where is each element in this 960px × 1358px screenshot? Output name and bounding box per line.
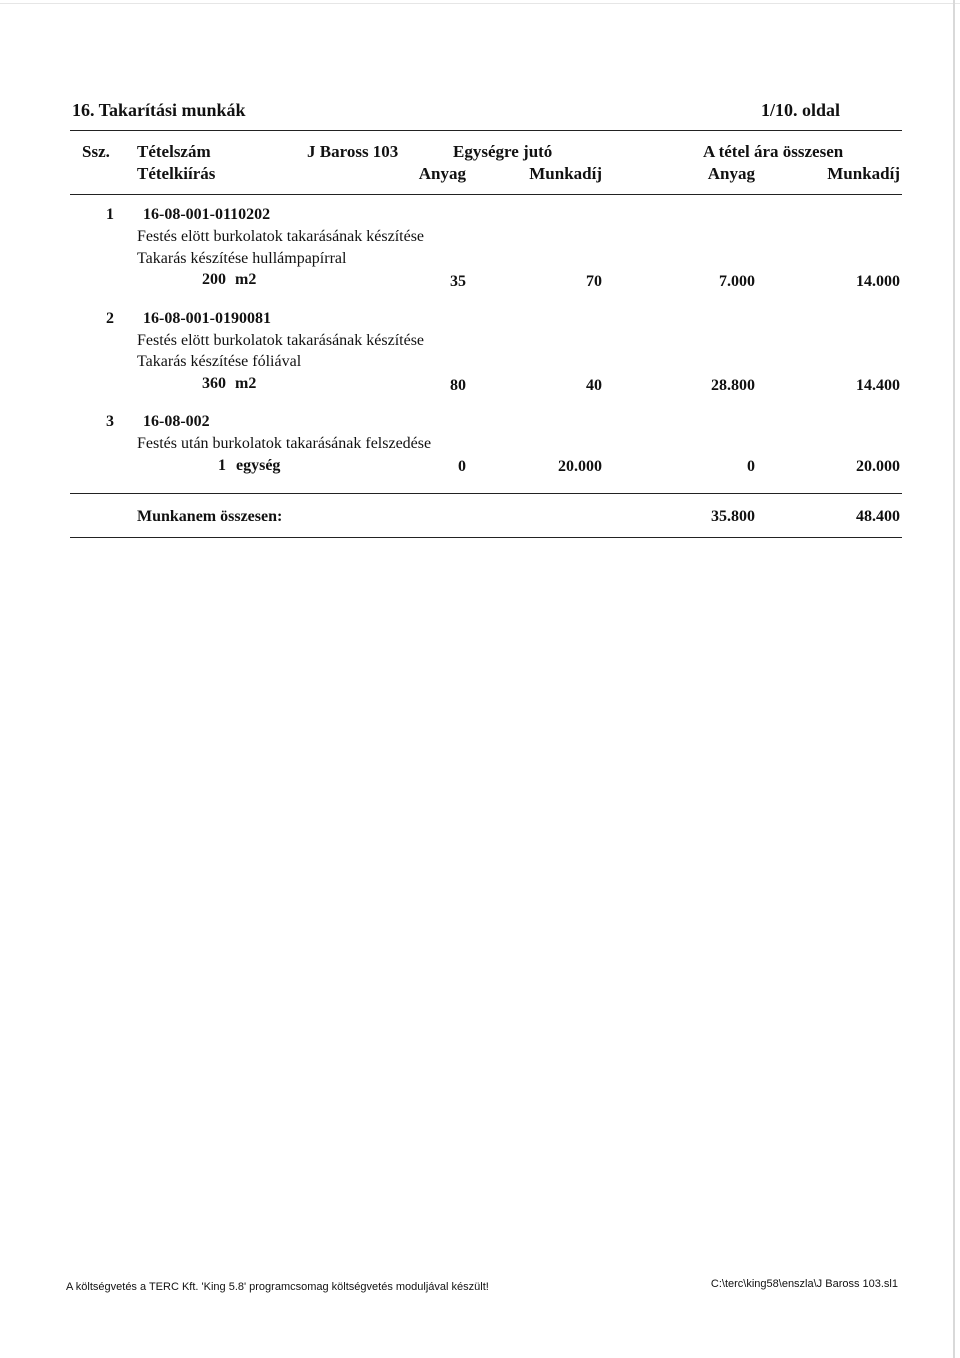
summary-bottom-rule — [70, 537, 902, 538]
row-code: 16-08-001-0110202 — [143, 206, 271, 223]
row-unit: egység — [236, 457, 281, 474]
row-description-detail: Takarás készítése fóliával — [137, 353, 302, 370]
row-description-detail: Takarás készítése hullámpapírral — [137, 250, 347, 267]
col-total-munkadij: Munkadíj — [827, 164, 900, 183]
row-ssz: 2 — [106, 310, 114, 327]
col-project: J Baross 103 — [307, 142, 399, 161]
header-rule — [70, 130, 902, 131]
section-title: 16. Takarítási munkák — [72, 100, 246, 120]
footer-note: A költségvetés a TERC Kft. 'King 5.8' programcsomag költségvetés moduljával készült! — [66, 1281, 489, 1293]
row-total-anyag: 28.800 — [711, 377, 755, 394]
row-unit-anyag: 0 — [458, 458, 466, 475]
column-header-rule — [70, 194, 902, 195]
col-tetelkiiras: Tételkiírás — [137, 164, 216, 183]
row-total-munkadij: 20.000 — [856, 458, 900, 475]
col-total-anyag: Anyag — [707, 164, 755, 183]
row-unit: m2 — [235, 375, 257, 392]
row-ssz: 3 — [106, 413, 114, 430]
row-quantity: 1 — [218, 457, 226, 474]
col-ssz: Ssz. — [82, 142, 110, 161]
col-unit-group: Egységre jutó — [453, 142, 553, 161]
row-unit: m2 — [235, 271, 257, 288]
row-total-anyag: 7.000 — [719, 273, 755, 290]
summary-label: Munkanem összesen: — [137, 508, 283, 525]
row-code: 16-08-002 — [143, 413, 210, 430]
row-quantity: 200 — [202, 271, 226, 288]
row-code: 16-08-001-0190081 — [143, 310, 271, 327]
row-description: Festés után burkolatok takarásának felszedése — [137, 435, 432, 452]
col-unit-munkadij: Munkadíj — [529, 164, 602, 183]
row-quantity: 360 — [202, 375, 226, 392]
footer-file-path: C:\terc\king58\enszla\J Baross 103.sl1 — [710, 1278, 898, 1290]
summary-anyag: 35.800 — [711, 508, 755, 525]
row-unit-munkadij: 20.000 — [558, 458, 602, 475]
col-tetelszam: Tételszám — [137, 142, 211, 161]
row-description: Festés elött burkolatok takarásának készítése — [137, 332, 425, 349]
row-total-munkadij: 14.400 — [856, 377, 900, 394]
row-unit-munkadij: 70 — [586, 273, 602, 290]
col-unit-anyag: Anyag — [418, 164, 466, 183]
row-total-munkadij: 14.000 — [856, 273, 900, 290]
row-ssz: 1 — [106, 206, 114, 223]
summary-munkadij: 48.400 — [856, 508, 900, 525]
col-total-group: A tétel ára összesen — [703, 142, 844, 161]
page-number: 1/10. oldal — [760, 100, 840, 120]
row-total-anyag: 0 — [747, 458, 755, 475]
row-unit-anyag: 35 — [450, 273, 466, 290]
row-unit-munkadij: 40 — [586, 377, 602, 394]
row-unit-anyag: 80 — [450, 377, 466, 394]
scan-edge-right — [953, 0, 955, 1358]
row-description: Festés elött burkolatok takarásának készítése — [137, 228, 425, 245]
scan-edge-top — [0, 3, 960, 4]
summary-top-rule — [70, 493, 902, 494]
